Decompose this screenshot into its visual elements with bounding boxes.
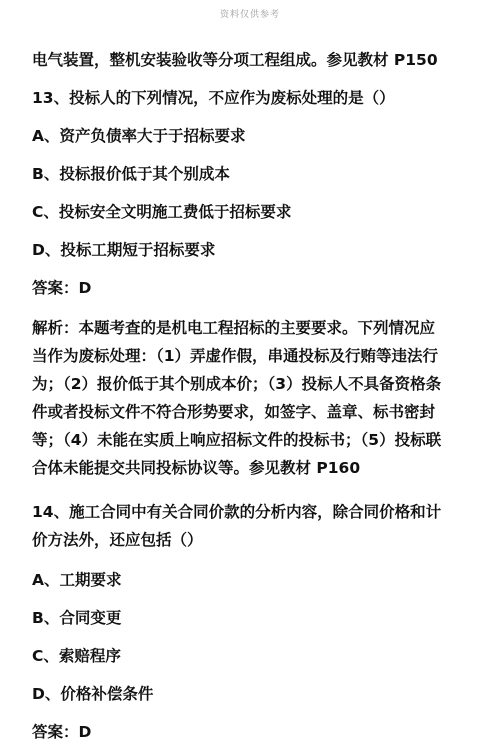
question-14 — [32, 498, 472, 554]
q13-explanation-line: 等；（4）未能在实质上响应招标文件的投标书；（5）投标联 — [32, 431, 442, 449]
q14-option-b: B、合同变更 — [32, 609, 122, 627]
q13-explanation-line: 解析：本题考查的是机电工程招标的主要要求。下列情况应 — [32, 319, 436, 337]
q13-option-b: B、投标报价低于其个别成本 — [32, 165, 230, 183]
q13-explanation-line: 件或者投标文件不符合形势要求，如签字、盖章、标书密封 — [32, 403, 436, 421]
question-14-line: 价方法外，还应包括（） — [32, 531, 203, 549]
q13-explanation-line: 当作为废标处理：（1）弄虚作假，串通投标及行贿等违法行 — [32, 347, 439, 365]
previous-answer-tail: 电气装置，整机安装验收等分项工程组成。参见教材 P150 — [32, 51, 438, 69]
question-13: 13、投标人的下列情况，不应作为废标处理的是（） — [32, 89, 395, 107]
q13-option-a: A、资产负债率大于于招标要求 — [32, 127, 246, 145]
q13-option-d: D、投标工期短于招标要求 — [32, 241, 216, 259]
q13-explanation-line: 为；（2）报价低于其个别成本价；（3）投标人不具备资格条 — [32, 375, 442, 393]
q13-explanation-line: 合体未能提交共同投标协议等。参见教材 P160 — [32, 459, 361, 477]
q14-option-c: C、索赔程序 — [32, 647, 121, 665]
q14-option-d: D、价格补偿条件 — [32, 685, 154, 703]
q13-explanation — [32, 314, 472, 482]
q13-option-c: C、投标安全文明施工费低于招标要求 — [32, 203, 292, 221]
q14-option-a: A、工期要求 — [32, 571, 122, 589]
q13-answer: 答案：D — [32, 279, 92, 297]
question-14-line: 14、施工合同中有关合同价款的分析内容，除合同价格和计 — [32, 503, 442, 521]
document-body — [32, 48, 472, 744]
watermark: 资料仅供参考 — [219, 10, 280, 20]
q14-answer: 答案：D — [32, 723, 92, 741]
